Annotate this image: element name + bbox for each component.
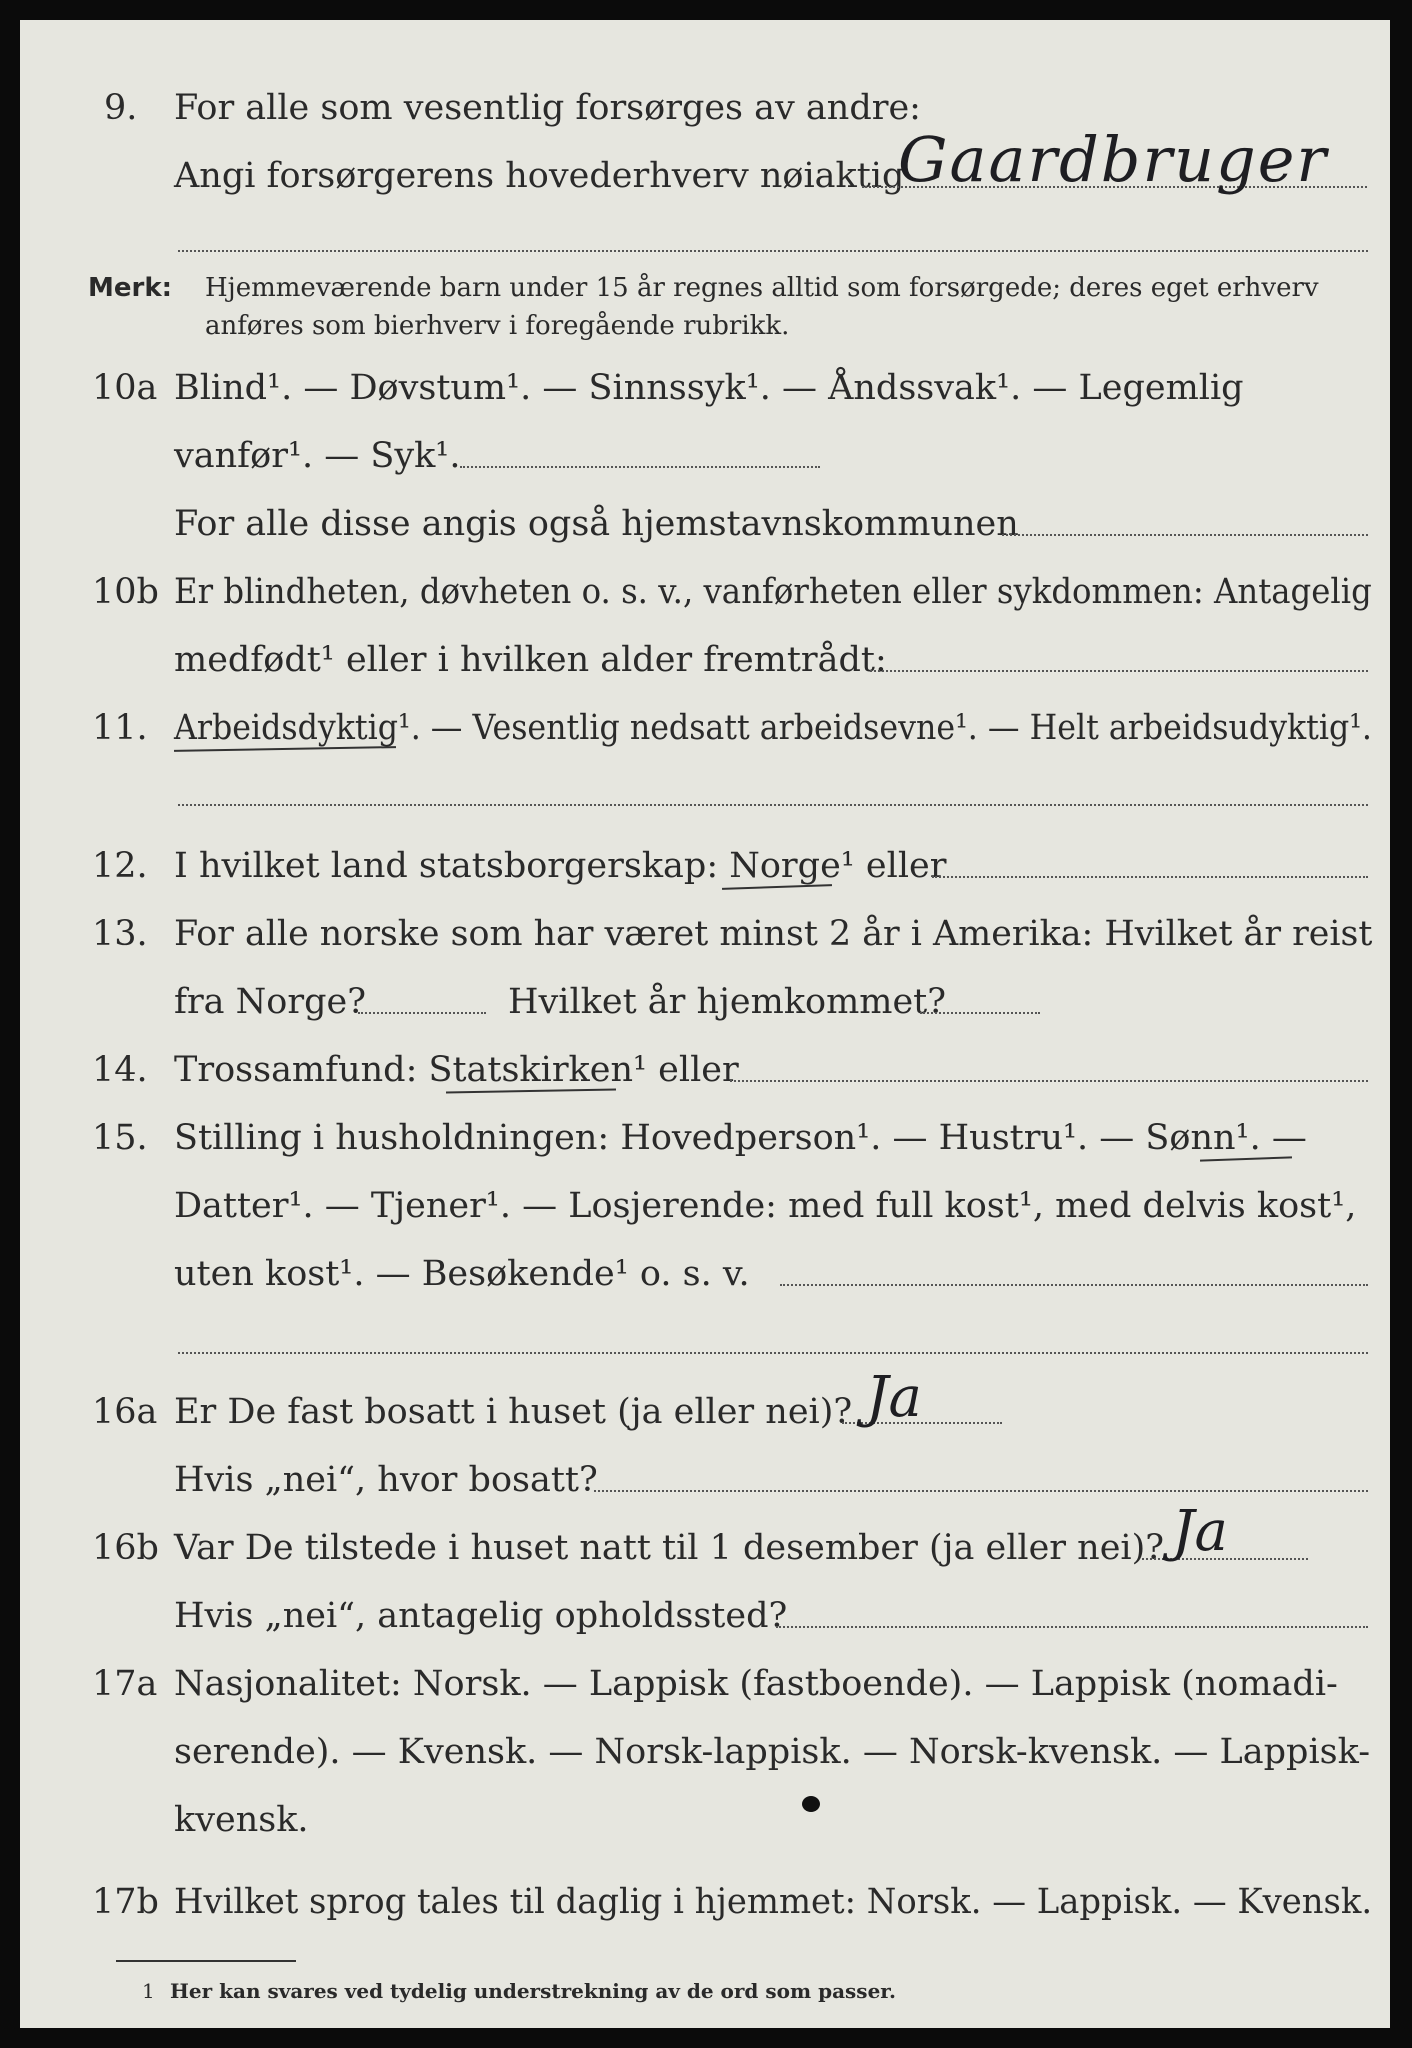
q9-number: 9.: [104, 88, 138, 128]
q10b-line2: medfødt¹ eller i hvilken alder fremtrådt:: [174, 640, 887, 680]
footnote-divider: [116, 1960, 296, 1962]
q10a-line2: vanfør¹. — Syk¹.: [174, 436, 461, 476]
q14-line1: Trossamfund: Statskirken¹ eller: [174, 1050, 739, 1090]
q16b-number: 16b: [92, 1528, 159, 1568]
q17a-line2: serende). — Kvensk. — Norsk-lappisk. — Norsk-kvensk. — Lappisk-: [174, 1732, 1371, 1772]
merk-line1: Hjemmeværende barn under 15 år regnes alltid som forsørgede; deres eget erhverv: [205, 273, 1319, 303]
q10a-answer-line: [460, 466, 820, 468]
census-form-page: [20, 20, 1390, 2028]
q12-line1: I hvilket land statsborgerskap: Norge¹ eller: [174, 846, 947, 886]
q15-line1: Stilling i husholdningen: Hovedperson¹. — Hustru¹. — Sønn¹. —: [174, 1118, 1307, 1158]
merk-line2: anføres som bierhverv i foregående rubrikk.: [205, 311, 790, 341]
q15-number: 15.: [92, 1118, 148, 1158]
q16b-line1: Var De tilstede i huset natt til 1 desember (ja eller nei)?: [174, 1528, 1165, 1568]
q16b-line2: Hvis „nei“, antagelig opholdssted?: [174, 1596, 788, 1636]
ink-blot: [802, 1796, 820, 1812]
q15-line3: uten kost¹. — Besøkende¹ o. s. v.: [174, 1254, 750, 1294]
q9-line2: Angi forsørgerens hovederhverv nøiaktig: [174, 156, 905, 196]
q15-answer-line: [780, 1284, 1368, 1286]
q10b-line1: Er blindheten, døvheten o. s. v., vanførheten eller sykdommen: Antagelig: [174, 572, 1372, 612]
q14-number: 14.: [92, 1050, 148, 1090]
q13-departure-line: [358, 1012, 486, 1014]
q10b-answer-line: [870, 670, 1368, 672]
q9-handwritten-answer: Gaardbruger: [898, 123, 1329, 196]
q13-return-line: [920, 1012, 1040, 1014]
footnote-mark: 1: [142, 1979, 155, 2003]
q17a-number: 17a: [92, 1664, 158, 1704]
q16b-location-line: [776, 1626, 1368, 1628]
q13-line1: For alle norske som har været minst 2 år i Amerika: Hvilket år reist: [174, 914, 1373, 954]
q11-extra-line: [178, 804, 1368, 806]
q11-line1: Arbeidsdyktig¹. — Vesentlig nedsatt arbeidsevne¹. — Helt arbeidsudyktig¹.: [174, 708, 1373, 748]
q12-answer-line: [932, 876, 1368, 878]
q17b-number: 17b: [92, 1882, 159, 1922]
q16b-handwritten-answer: Ja: [1172, 1499, 1228, 1564]
merk-label: Merk:: [88, 273, 173, 303]
q16a-residence-line: [594, 1490, 1368, 1492]
q9-line1: For alle som vesentlig forsørges av andre:: [174, 88, 921, 128]
q17a-line3: kvensk.: [174, 1800, 309, 1840]
q16a-line1: Er De fast bosatt i huset (ja eller nei)?: [174, 1392, 853, 1432]
q13-number: 13.: [92, 914, 148, 954]
q9-extra-line: [178, 250, 1368, 252]
q16a-handwritten-answer: Ja: [866, 1365, 922, 1430]
q10b-number: 10b: [92, 572, 159, 612]
q17a-line1: Nasjonalitet: Norsk. — Lappisk (fastboende). — Lappisk (nomadi-: [174, 1664, 1338, 1704]
q13-line2a: fra Norge?: [174, 982, 366, 1022]
footnote-text: Her kan svares ved tydelig understrekning av de ord som passer.: [170, 1979, 896, 2003]
q12-number: 12.: [92, 846, 148, 886]
q15-extra-line: [178, 1352, 1368, 1354]
q10a-hometown-line: [1002, 534, 1368, 536]
q15-line2: Datter¹. — Tjener¹. — Losjerende: med full kost¹, med delvis kost¹,: [174, 1186, 1357, 1226]
q10a-line1: Blind¹. — Døvstum¹. — Sinnssyk¹. — Åndssvak¹. — Legemlig: [174, 368, 1244, 408]
q16a-line2: Hvis „nei“, hvor bosatt?: [174, 1460, 598, 1500]
q13-line2b: Hvilket år hjemkommet?: [508, 982, 947, 1022]
q10a-number: 10a: [92, 368, 158, 408]
q17b-line1: Hvilket sprog tales til daglig i hjemmet: Norsk. — Lappisk. — Kvensk.: [174, 1882, 1373, 1922]
q14-answer-line: [730, 1080, 1368, 1082]
q10a-line3: For alle disse angis også hjemstavnskommunen: [174, 504, 1019, 544]
q16a-number: 16a: [92, 1392, 158, 1432]
q11-number: 11.: [92, 708, 148, 748]
